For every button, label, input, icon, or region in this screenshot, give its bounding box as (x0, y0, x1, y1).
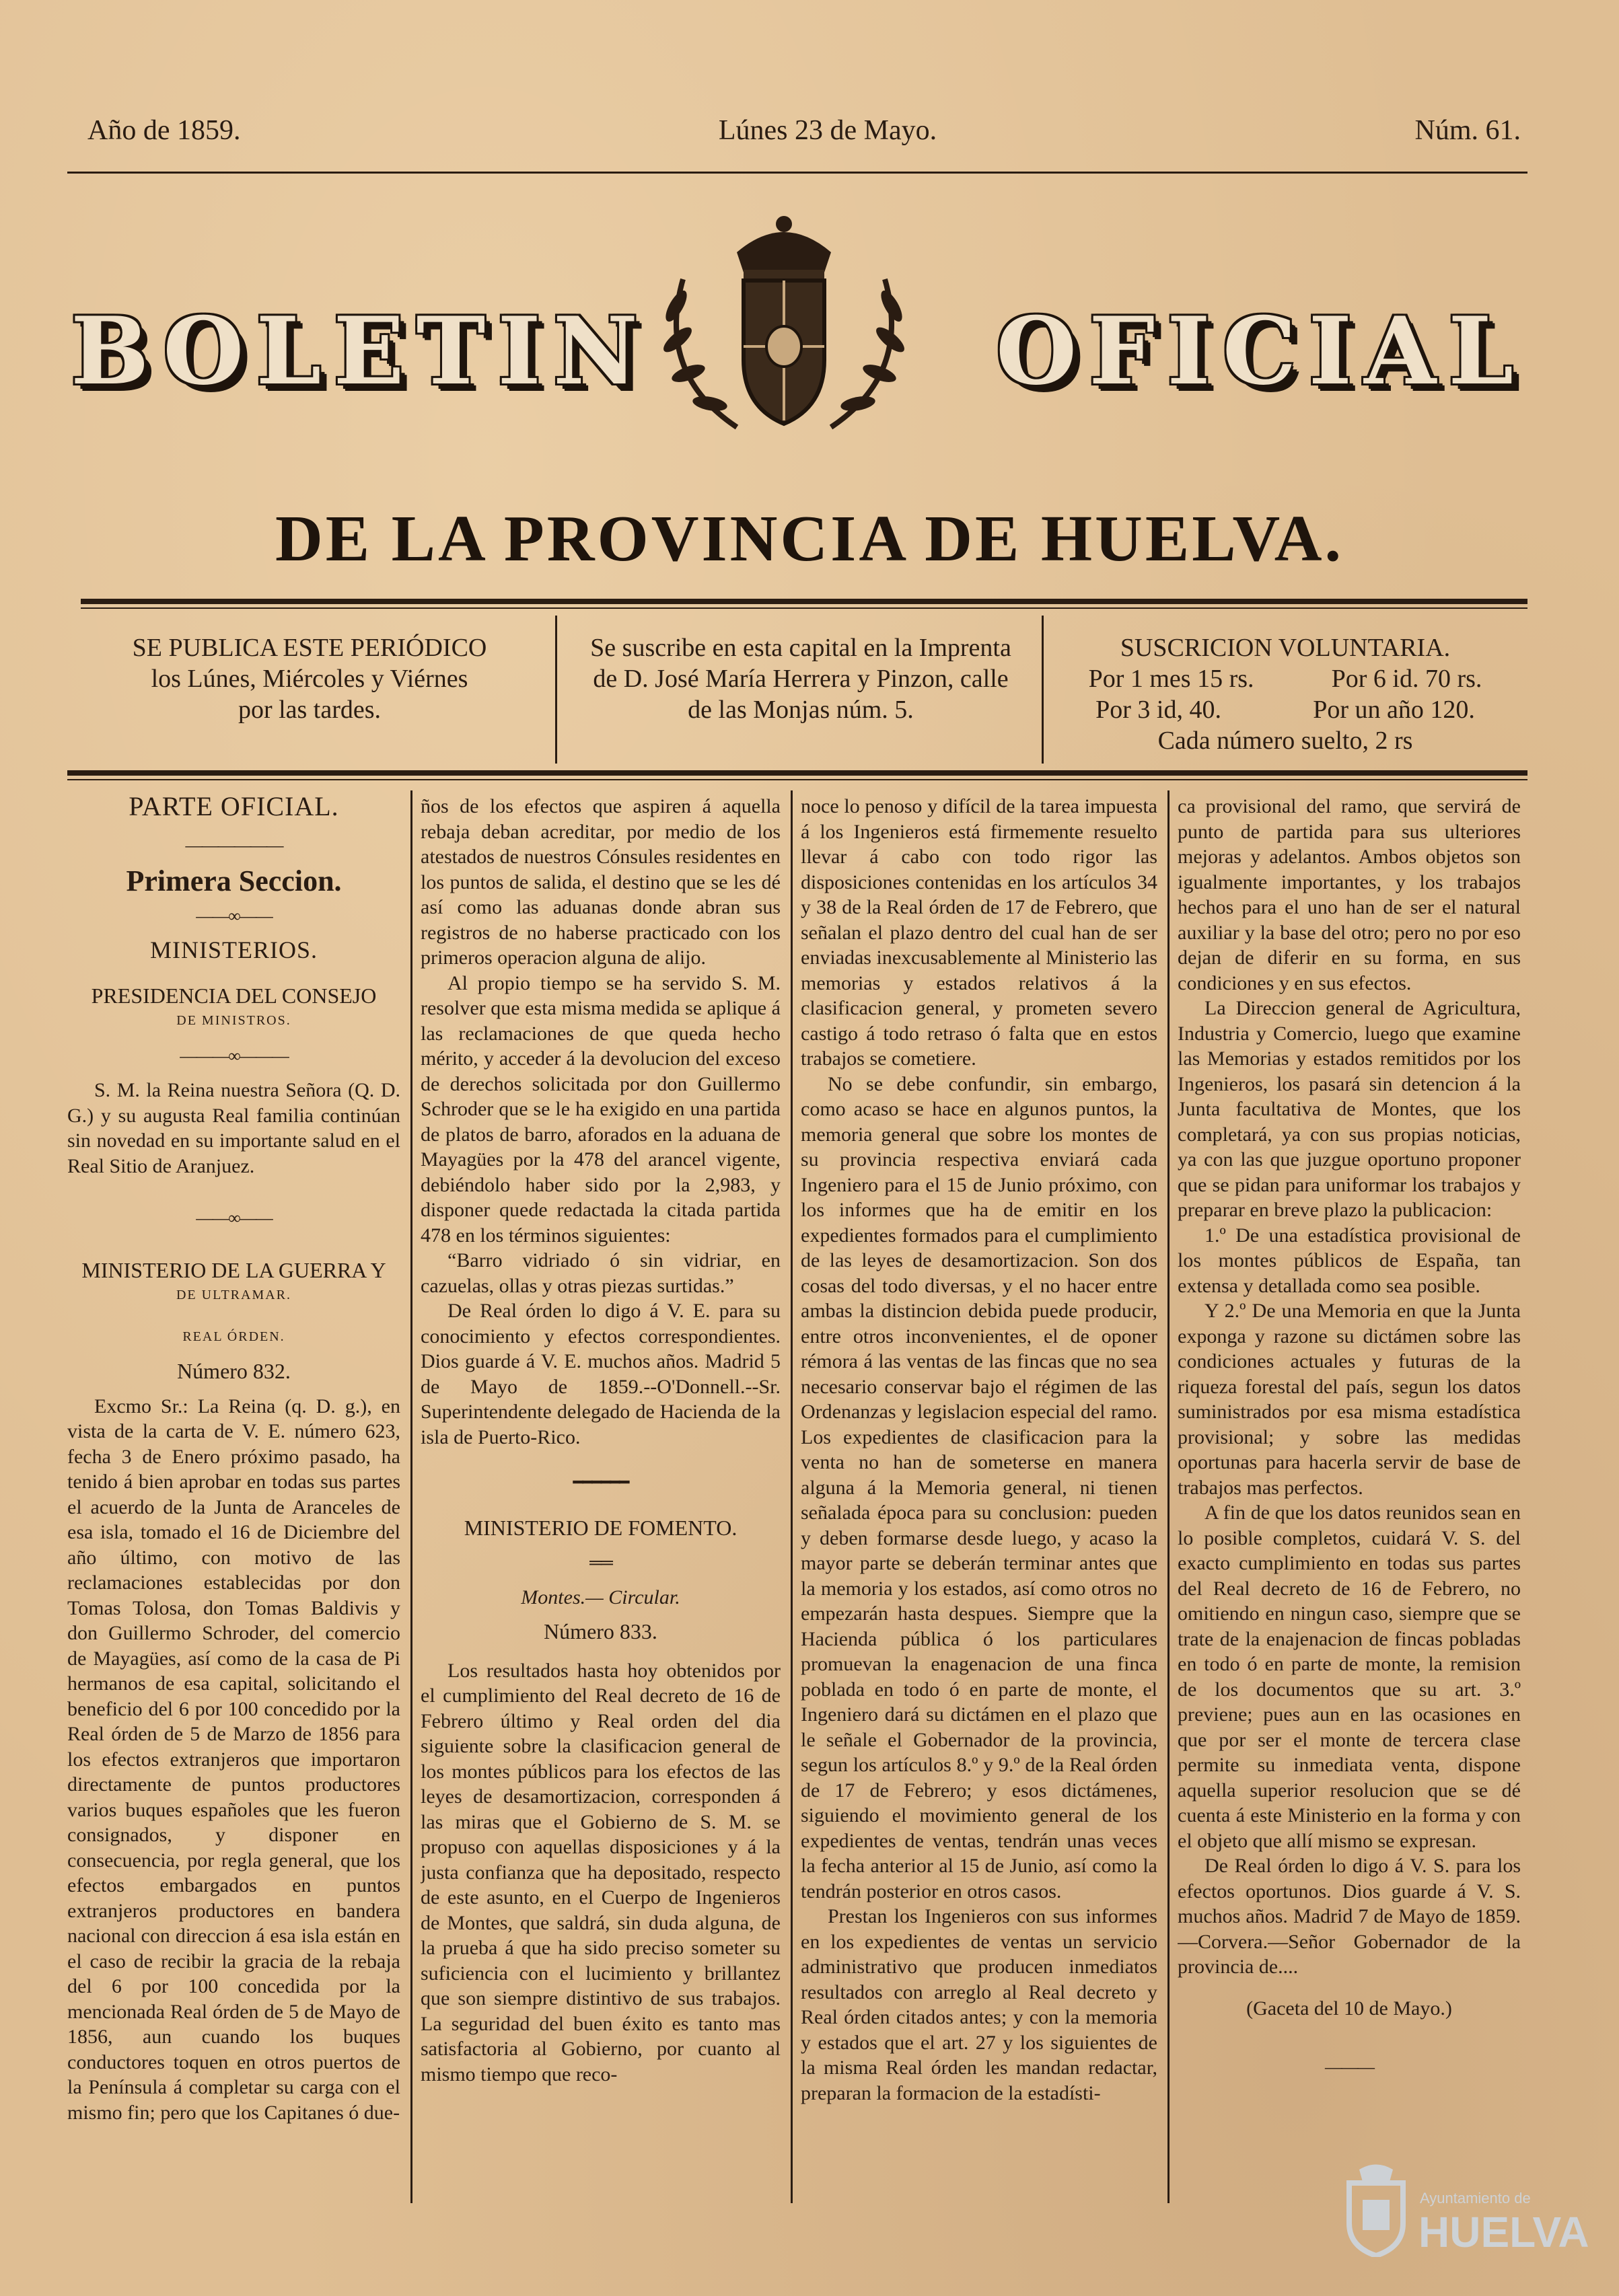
price-single-issue: Cada número suelto, 2 rs (1157, 727, 1413, 755)
info-divider-2 (1042, 616, 1044, 764)
column-divider-2 (791, 790, 793, 2203)
subscription-line-2: de D. José María Herrera y Pinzon, calle (593, 665, 1009, 693)
publication-line-3: por las tardes. (238, 696, 382, 724)
order-832-closing: De Real órden lo digo á V. E. para su conocimiento y efectos correspondientes. Dios guarde á V. E. muchos años. Madrid 5 de Mayo de 1859.--O'Donnell.--Sr. Superintendente delegado de Hacienda de la isla de Puerto-Rico. (421, 1300, 781, 1448)
masthead-rule-thin (81, 607, 1527, 609)
column-2 (421, 794, 781, 2207)
ministerios-heading: MINISTERIOS. (149, 936, 318, 963)
publication-info (94, 632, 525, 767)
huelva-crest-icon (1339, 2163, 1413, 2257)
column-3 (801, 794, 1157, 2207)
gaceta-reference: (Gaceta del 10 de Mayo.) (1246, 1997, 1452, 2020)
prices-title: SUSCRICION VOLUNTARIA. (1120, 634, 1451, 662)
column-4 (1178, 794, 1521, 2207)
ornament-rule: ——∞—— (196, 905, 272, 926)
column-divider-3 (1167, 790, 1170, 2203)
info-rule-thick (67, 770, 1527, 776)
masthead-right-word: OFICIAL (996, 296, 1526, 406)
ornament-rule: ——— (1325, 2057, 1373, 2077)
presidencia-heading: PRESIDENCIA DEL CONSEJO (91, 983, 377, 1008)
ornament-rule: ——∞—— (196, 1208, 272, 1228)
point-1-paragraph: 1.º De una estadística provisional de los montes públicos de España, tan extensa y detallada como sea posible. (1178, 1224, 1521, 1297)
numero-833: Número 833. (544, 1619, 657, 1643)
prices-row-1 (1050, 663, 1521, 694)
ornament-rule: ———∞——— (180, 1045, 288, 1066)
watermark-line-2: HUELVA (1418, 2208, 1589, 2256)
price-3-months: Por 3 id, 40. (1095, 696, 1221, 724)
header-line (87, 114, 1521, 147)
header-rule (67, 172, 1527, 174)
subscription-info (565, 632, 1036, 767)
order-832-resolution: Al propio tiempo se ha servido S. M. resolver que esta misma medida se aplique á las reclamaciones de que queda hecho mérito, y acceder á la devolucion del exceso de derechos solicitada por don Guillermo Schroder que se le ha exigido en una partida de platos de barro, aforados en la aduana de Mayagües por la 478 del arancel vigente, debiéndolo haber sido por la 2,983, y disponer quede redactada la citada partida 478 en los términos siguientes: (421, 971, 781, 1247)
publication-line-1: SE PUBLICA ESTE PERIÓDICO (132, 634, 487, 662)
order-832-quote: “Barro vidriado ó sin vidriar, en cazuelas, ollas y otras piezas surtidas.” (421, 1249, 781, 1297)
price-1-month: Por 1 mes 15 rs. (1088, 665, 1254, 693)
subscription-line-3: de las Monjas núm. 5. (688, 696, 914, 724)
direccion-general-paragraph: La Direccion general de Agricultura, Industria y Comercio, luego que examine las Memorias y estados remitidos por los Ingenieros, los pasará sin detencion á la Junta facultativa de Montes, que los completará, ya con sus propias noticias, ya con las que juzgue oportuno proponer que se pidan para uniformar los trabajos y preparar en breve plazo la publicacion: (1178, 997, 1521, 1221)
prices-info (1050, 632, 1521, 767)
circular-distinction-paragraph: No se debe confundir, sin embargo, como acaso se hace en algunos puntos, la memoria general que sobre los montes de su provincia respectiva enviará cada Ingeniero para el 15 de Junio próximo, con los informes que ha de emitir en los expedientes formados para el cumplimiento de las leyes de desamortizacion. Son dos cosas del todo diversas, y el no hacer entre ambas la distincion debida puede producir, entre otros inconvenientes, el de oponer rémora á las ventas de las fincas que no sea necesario conservar bajo el régimen de las Ordenanzas y legislacion especial del ramo. Los expedientes de clasificacion para la venta no han de someterse en manera alguna á la Memoria general, ni tienen señalada época para su conclusion: pueden y deben formarse desde luego, y acaso la mayor parte se deberán terminar antes que la memoria y los estados, así como otros no empezarán hasta despues. Siempre que la Hacienda pública ó los particulares promuevan la enagenacion de una finca poblada en todo ó en parte de monte, el Ingeniero dará su dictámen en el plazo que le señale el Gobernador de la provincia, segun los artículos 8.º y 9.º de la Real órden de 17 de Febrero; y esos dictámenes, siguiendo el movimiento general de los expedientes de ventas, tendrán unas veces la fecha anterior al 15 de Junio, así como la tendrán posterior en otros casos. (801, 1072, 1157, 1902)
subscription-line-1: Se suscribe en esta capital en la Imprenta (590, 634, 1011, 662)
compliance-paragraph: A fin de que los datos reunidos sean en lo posible completos, cuidará V. S. del exacto cumplimiento en todas sus partes del Real decreto de 16 de Febrero, no omitiendo en ningun caso, siempre que se trate de la enajenacion de fincas pobladas en todo ó en parte de monte, la remision de los documentos que su art. 3.º previene; pues aun en las ocasiones en que por ser el monte de tercera clase permite su inmediata venta, dispone aquella superior resolucion que se dé cuenta á este Ministerio en la forma y con el objeto que allí mismo se expresan. (1178, 1502, 1521, 1852)
circular-engineers-paragraph: Prestan los Ingenieros con sus informes en los expedientes de ventas un servicio administrativo que producen inmediatos resultados con arreglo al Real decreto y Real órden citados antes; y con la memoria y estados que el art. 27 y los siguientes de la misma Real órden les mandan redactar, preparan la formacion de la estadísti- (801, 1905, 1157, 2104)
year-label: Año de 1859. (87, 115, 241, 146)
parte-oficial-heading: PARTE OFICIAL. (129, 794, 339, 821)
ornament-rule: —————— (185, 835, 283, 855)
fomento-heading: MINISTERIO DE FOMENTO. (464, 1515, 737, 1540)
order-832-continued: ños de los efectos que aspiren á aquella rebaja deban acreditar, por medio de los atestados de nuestros Cónsules residentes en los puntos de salida, el destino que se les dé así como las aduanas donde abran sus registros de no haberse practicado con los primeros operacion alguna de alijo. (421, 795, 781, 969)
royal-family-paragraph: S. M. la Reina nuestra Señora (Q. D. G.) y su augusta Real familia continúan sin novedad en su importante salud en el Real Sitio de Aranjuez. (67, 1079, 400, 1177)
circular-closing: De Real órden lo digo á V. S. para los efectos oportunos. Dios guarde á V. S. muchos años. Madrid 7 de Mayo de 1859.—Corvera.—Señor Gobernador de la provincia de.... (1178, 1855, 1521, 1978)
masthead-subtitle: DE LA PROVINCIA DE HUELVA. (275, 503, 1344, 575)
ayuntamiento-watermark (1339, 2163, 1589, 2264)
column-1 (67, 794, 400, 2207)
order-832-paragraph: Excmo Sr.: La Reina (q. D. g.), en vista de la carta de V. E. número 623, fecha 3 de Enero próximo pasado, ha tenido á bien aprobar en todas sus partes el acuerdo de la Junta de Aranceles de esa isla, tomado el 16 de Diciembre del año último, con motivo de las reclamaciones establecidas por don Tomas Tolosa, don Tomas Baldivis y don Guillermo Schroder, del comercio de Mayagües, así como de la casa de Pi hermanos de esa capital, solicitando el beneficio del 6 por 100 concedido por la Real órden de 5 de Marzo de 1856 para los efectos extranjeros que importaron directamente de puntos productores varios buques españoles que les fueron consignados, y disponer en consecuencia, por regla general, que los efectos embargados en puntos extranjeros productores en bandera nacional con direccion á esa isla están en el caso de recibir la gracia de la rebaja del 6 por 100 concedida por la mencionada Real órden de 5 de Mayo de 1856, aun cuando los buques conductores toquen en otros puertos de la Península á completar su carga con el mismo fin; pero que los Capitanes ó due- (67, 1395, 400, 2124)
price-1-year: Por un año 120. (1313, 696, 1475, 724)
ornament-rule: ══ (589, 1553, 612, 1572)
masthead-left-word: BOLETIN (71, 296, 651, 406)
real-orden-label: REAL ÓRDEN. (182, 1329, 285, 1344)
masthead-rule-thick (81, 599, 1527, 604)
presidencia-subheading: DE MINISTROS. (176, 1013, 291, 1028)
issue-number: Núm. 61. (1414, 115, 1521, 146)
guerra-heading: MINISTERIO DE LA GUERRA Y (81, 1257, 386, 1282)
primera-seccion-heading: Primera Seccion. (126, 864, 342, 897)
point-2-paragraph: Y 2.º De una Memoria en que la Junta exponga y razone su dictámen sobre las condiciones actuales y futuras de la riqueza forestal del país, segun los datos suministrados por esa misma estadística provisional; y sobre las medidas oportunas para hacerla servir de base de trabajos mas perfectos. (1178, 1300, 1521, 1499)
info-divider-1 (555, 616, 557, 764)
price-6-months: Por 6 id. 70 rs. (1331, 665, 1482, 693)
prices-row-2 (1050, 694, 1521, 725)
circular-833-paragraph: Los resultados hasta hoy obtenidos por el cumplimiento del Real decreto de 16 de Febrero último y Real orden del dia siguiente sobre la clasificacion general de los montes públicos para los efectos de las leyes de desamortizacion, corresponden á las miras que el Gobierno de S. M. se propuso con aquellas disposiciones y á la justa confianza que ha depositado, respecto de este asunto, en el Cuerpo de Ingenieros de Montes, que saldrá, sin duda alguna, de la prueba á que ha sido preciso someter su suficiencia con el lucimiento y brillantez que son siempre distintivo de sus trabajos. La seguridad del buen éxito es tanto mas satisfactoria al Gobierno, por cuanto al mismo tiempo que reco- (421, 1659, 781, 2085)
watermark-line-1: Ayuntamiento de (1420, 2190, 1531, 2207)
numero-832: Número 832. (177, 1359, 291, 1383)
date-label: Lúnes 23 de Mayo. (718, 115, 937, 146)
ornament-rule: ━━━━━━ (573, 1473, 628, 1492)
publication-line-2: los Lúnes, Miércoles y Viérnes (151, 665, 468, 693)
column-divider-1 (410, 790, 412, 2203)
royal-crest-icon (629, 205, 939, 441)
guerra-subheading: DE ULTRAMAR. (176, 1288, 292, 1302)
circular-continued: noce lo penoso y difícil de la tarea impuesta á los Ingenieros está firmemente resuelto llevar á cabo con todo rigor las disposiciones contenidas en los artículos 34 y 38 de la Real órden de 17 de Febrero, que señalan el plazo dentro del cual han de ser enviadas inexcusablemente al Ministerio las memorias y estados relativos á la clasificacion general, y prometen severo castigo á todo retraso ó falta que en estos trabajos se cometiere. (801, 795, 1157, 1070)
info-rule-thin (67, 779, 1527, 780)
montes-circular-label: Montes.— Circular. (521, 1586, 680, 1608)
circular-statistics-continued: ca provisional del ramo, que servirá de punto de partida para sus ulteriores mejoras y adelantos. Ambos objetos son igualmente importantes, y los trabajos hechos para el uno han de ser el natural auxiliar y la base del otro; pero no por eso dejan de diferir en su forma, en sus condiciones y en sus efectos. (1178, 795, 1521, 994)
